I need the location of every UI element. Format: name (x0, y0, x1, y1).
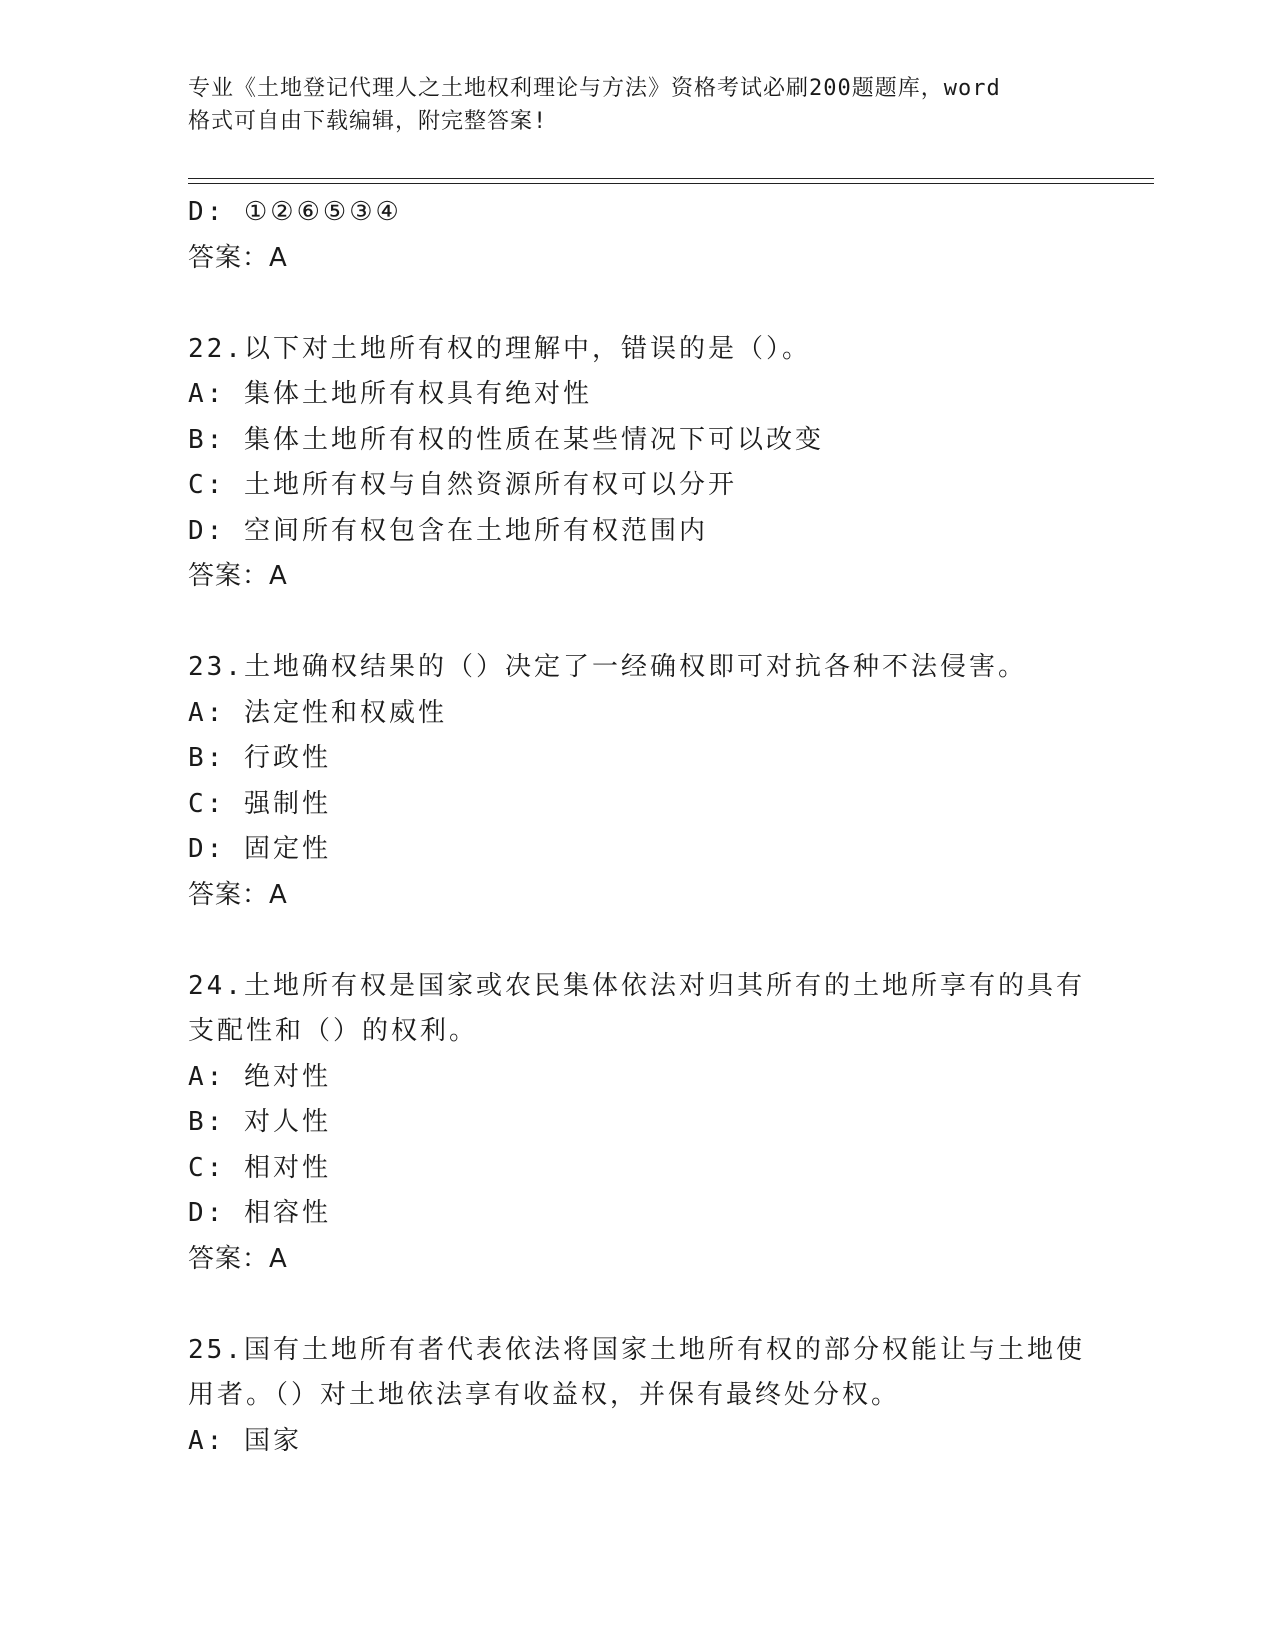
header-divider-bottom (188, 183, 1154, 184)
question-stem-line-1: 25.国有土地所有者代表依法将国家土地所有权的部分权能让与土地使 (188, 1334, 1085, 1365)
question-22 (188, 327, 1088, 600)
question-stem-line-1: 24.土地所有权是国家或农民集体依法对归其所有的土地所享有的具有 (188, 970, 1085, 1001)
question-25 (188, 1328, 1088, 1465)
spacer (188, 918, 1088, 964)
header-divider-top (188, 178, 1154, 179)
option-d: D: 相容性 (188, 1198, 331, 1228)
answer: 答案：A (188, 1243, 288, 1274)
option-c: C: 强制性 (188, 788, 331, 819)
prev-option-d: D: ①②⑥⑤③④ (188, 197, 402, 227)
document-body (188, 190, 1088, 1464)
option-d: D: 固定性 (188, 834, 331, 864)
question-24 (188, 964, 1088, 1283)
question-stem-line-2: 支配性和（）的权利。 (188, 1016, 479, 1046)
spacer (188, 1282, 1088, 1328)
question-stem: 22.以下对土地所有权的理解中，错误的是（）。 (188, 333, 811, 364)
option-b: B: 集体土地所有权的性质在某些情况下可以改变 (188, 424, 824, 455)
spacer (188, 281, 1088, 327)
document-header (188, 72, 1068, 138)
option-d: D: 空间所有权包含在土地所有权范围内 (188, 515, 708, 546)
option-a: A: 集体土地所有权具有绝对性 (188, 379, 592, 409)
option-a: A: 国家 (188, 1425, 302, 1456)
option-b: B: 行政性 (188, 743, 331, 773)
question-23 (188, 645, 1088, 918)
option-c: C: 土地所有权与自然资源所有权可以分开 (188, 470, 737, 500)
option-b: B: 对人性 (188, 1107, 331, 1137)
spacer (188, 600, 1088, 646)
header-line-1: 专业《土地登记代理人之土地权利理论与方法》资格考试必刷200题题库，word (188, 76, 1001, 101)
prev-answer: 答案：A (188, 242, 288, 273)
option-c: C: 相对性 (188, 1152, 331, 1183)
header-line-2: 格式可自由下载编辑，附完整答案! (188, 109, 548, 134)
option-a: A: 法定性和权威性 (188, 697, 447, 728)
answer: 答案：A (188, 879, 288, 910)
question-stem: 23.土地确权结果的（）决定了一经确权即可对抗各种不法侵害。 (188, 652, 1027, 682)
question-stem-line-2: 用者。（）对土地依法享有收益权，并保有最终处分权。 (188, 1380, 901, 1410)
option-a: A: 绝对性 (188, 1061, 331, 1092)
answer: 答案：A (188, 561, 288, 591)
